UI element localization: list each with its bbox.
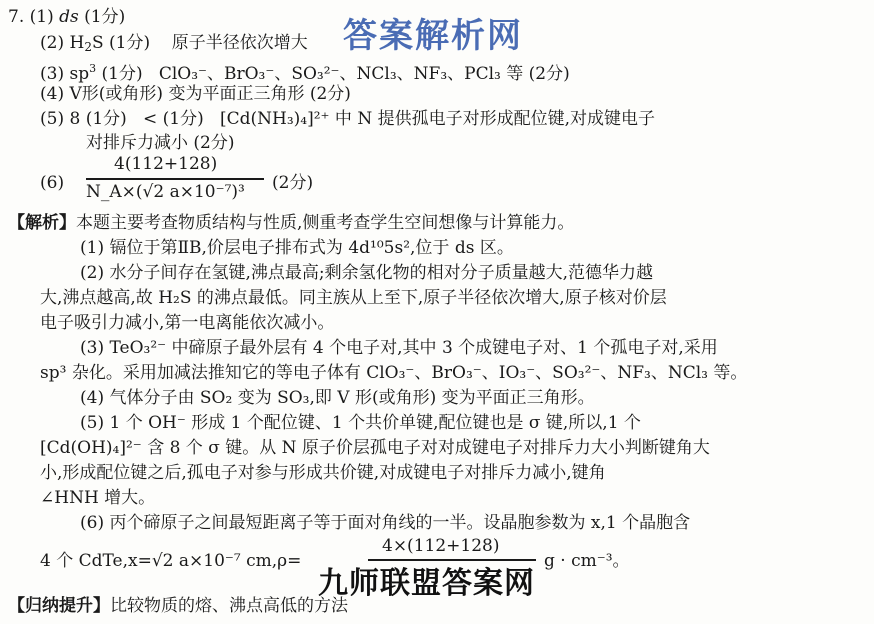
analysis-p6-b: 4 个 CdTe,x=√2 a×10⁻⁷ cm,ρ= — [40, 551, 302, 571]
summary-line: 【归纳提升】比较物质的熔、沸点高低的方法 — [8, 596, 348, 616]
analysis-intro: 【解析】本题主要考查物质结构与性质,侧重考查学生空间想像与计算能力。 — [8, 213, 575, 233]
fraction-bar — [86, 178, 264, 180]
answer-line-1: 7. (1) ds (1分) — [8, 7, 126, 27]
summary-heading: 【归纳提升】 — [8, 596, 110, 616]
watermark-bottom: 九师联盟答案网 — [318, 566, 535, 601]
answer-line-4: (4) V形(或角形) 变为平面正三角形 (2分) — [40, 84, 351, 104]
analysis-p5-a: (5) 1 个 OH⁻ 形成 1 个配位键、1 个共价单键,配位键也是 σ 键,所以,1 个 — [80, 413, 641, 433]
analysis-p2-a: (2) 水分子间存在氢键,沸点最高;剩余氢化物的相对分子质量越大,范德华力越 — [80, 263, 654, 283]
density-unit: g · cm⁻³。 — [544, 551, 630, 571]
answer-line-5-cont: 对排斥力减小 (2分) — [86, 133, 235, 153]
analysis-p3-a: (3) TeO₃²⁻ 中碲原子最外层有 4 个电子对,其中 3 个成键电子对、1 个孤电子对,采用 — [80, 338, 718, 358]
analysis-p1: (1) 镉位于第ⅡB,价层电子排布式为 4d¹⁰5s²,位于 ds 区。 — [80, 238, 514, 258]
question-number: 7. — [8, 7, 25, 27]
analysis-p5-c: 小,形成配位键之后,孤电子对参与形成共价键,对成键电子对排斥力减小,键角 — [40, 463, 606, 483]
analysis-p6-a: (6) 丙个碲原子之间最短距离子等于面对角线的一半。设晶胞参数为 x,1 个晶胞含 — [80, 513, 691, 533]
density-numerator: 4×(112+128) — [382, 536, 500, 556]
analysis-p3-b: sp³ 杂化。采用加减法推知它的等电子体有 ClO₃⁻、BrO₃⁻、IO₃⁻、SO₃²⁻、NF₃、NCl₃ 等。 — [40, 363, 748, 383]
analysis-p5-b: [Cd(OH)₄]²⁻ 含 8 个 σ 键。从 N 原子价层孤电子对对成键电子对排斥力大小判断键角大 — [40, 438, 710, 458]
answer-line-5: (5) 8 (1分) < (1分) [Cd(NH₃)₄]²⁺ 中 N 提供孤电子对形成配位键,对成键电子 — [40, 109, 656, 129]
answer-line-2: (2) $H_2S$ (1分) 原子半径依次增大 — [40, 33, 308, 54]
fraction-denominator: N_A×(√2 a×10⁻⁷)³ — [86, 182, 245, 202]
analysis-p2-b: 大,沸点越高,故 H₂S 的沸点最低。同主族从上至下,原子半径依次增大,原子核对价层 — [40, 288, 667, 308]
answer-line-3: (3) $sp^3$ (1分) ClO₃⁻、BrO₃⁻、SO₃²⁻、NCl₃、NF₃、PCl₃ 等 (2分) — [40, 62, 570, 84]
analysis-p4: (4) 气体分子由 SO₂ 变为 SO₃,即 V 形(或角形) 变为平面正三角形。 — [80, 388, 595, 408]
analysis-p2-c: 电子吸引力减小,第一电离能依次减小。 — [40, 313, 335, 333]
answer-6-score: (2分) — [272, 173, 314, 193]
analysis-p5-d: ∠HNH 增大。 — [40, 488, 156, 508]
fraction-numerator: 4(112+128) — [114, 154, 218, 174]
answer-line-6-tag: (6) — [40, 173, 65, 193]
analysis-heading: 【解析】 — [8, 213, 76, 233]
watermark-top: 答案解析网 — [343, 16, 523, 56]
